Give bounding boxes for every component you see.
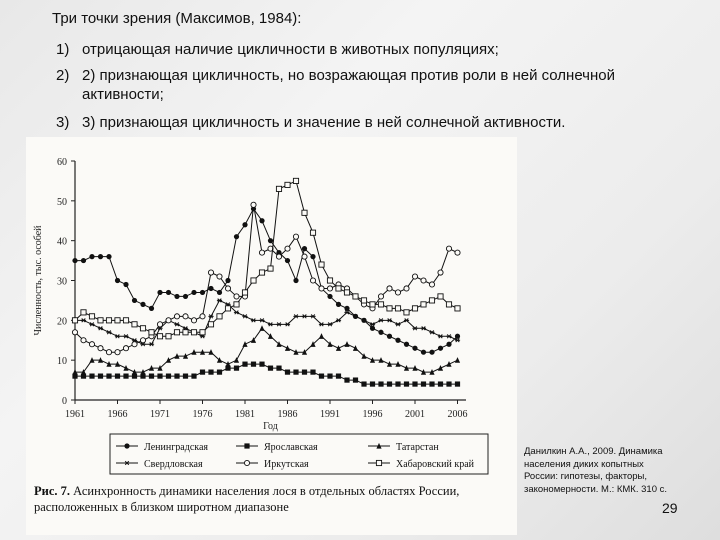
- data-point-series-1: [336, 302, 341, 307]
- data-point-series-2: [378, 381, 383, 386]
- data-point-series-2: [191, 374, 196, 379]
- data-point-series-5: [404, 286, 409, 291]
- data-point-series-4: [387, 319, 392, 323]
- data-point-series-5: [98, 346, 103, 351]
- data-point-series-4: [149, 342, 154, 346]
- data-point-series-1: [412, 346, 417, 351]
- data-point-series-3: [336, 345, 341, 351]
- legend-label: Хабаровский край: [396, 459, 474, 470]
- x-tick-label: 1971: [150, 409, 170, 420]
- data-point-series-2: [310, 370, 315, 375]
- data-point-series-3: [344, 341, 349, 347]
- data-point-series-4: [412, 326, 417, 330]
- data-point-series-2: [276, 366, 281, 371]
- data-point-series-2: [327, 374, 332, 379]
- data-point-series-6: [98, 318, 103, 323]
- data-point-series-2: [412, 381, 417, 386]
- data-point-series-1: [285, 258, 290, 263]
- data-point-series-1: [217, 290, 222, 295]
- series-line-3: [75, 328, 458, 372]
- data-point-series-4: [89, 322, 94, 326]
- data-point-series-6: [404, 310, 409, 315]
- data-point-series-6: [225, 306, 230, 311]
- data-point-series-6: [387, 306, 392, 311]
- data-point-series-1: [123, 282, 128, 287]
- data-point-series-4: [404, 319, 409, 323]
- data-point-series-6: [285, 182, 290, 187]
- y-tick-label: 50: [57, 196, 67, 208]
- data-point-series-5: [438, 270, 443, 275]
- data-point-series-3: [234, 357, 239, 363]
- data-point-series-4: [259, 319, 264, 323]
- data-point-series-2: [370, 381, 375, 386]
- data-point-series-6: [242, 290, 247, 295]
- data-point-series-1: [234, 234, 239, 239]
- data-point-series-2: [361, 381, 366, 386]
- data-point-series-6: [208, 322, 213, 327]
- slide-title: Три точки зрения (Максимов, 1984):: [52, 10, 302, 27]
- point-1: [56, 40, 676, 59]
- data-point-series-2: [302, 370, 307, 375]
- data-point-series-1: [395, 338, 400, 343]
- data-point-series-6: [336, 286, 341, 291]
- data-point-series-2: [106, 374, 111, 379]
- data-point-series-4: [370, 322, 375, 326]
- data-point-series-1: [149, 306, 154, 311]
- data-point-series-1: [302, 246, 307, 251]
- data-point-series-4: [285, 322, 290, 326]
- data-point-series-2: [438, 381, 443, 386]
- y-axis-label: Численность, тыс. особей: [33, 225, 44, 336]
- data-point-series-1: [81, 258, 86, 263]
- data-point-series-2: [293, 370, 298, 375]
- data-point-series-1: [327, 294, 332, 299]
- caption-text: Асинхронность динамики населения лося в отдельных областях России, расположенных в близком широтном диапазоне: [34, 484, 460, 514]
- series-line-1: [75, 209, 458, 352]
- data-point-series-4: [123, 334, 128, 338]
- data-point-series-1: [157, 290, 162, 295]
- data-point-series-5: [429, 282, 434, 287]
- data-point-series-1: [370, 326, 375, 331]
- data-point-series-6: [395, 306, 400, 311]
- data-point-series-2: [429, 381, 434, 386]
- data-point-series-5: [310, 278, 315, 283]
- data-point-series-2: [242, 362, 247, 367]
- x-axis-label: Год: [263, 421, 278, 432]
- data-point-series-2: [455, 381, 460, 386]
- y-tick-label: 30: [57, 276, 67, 288]
- data-point-series-6: [361, 298, 366, 303]
- data-point-series-5: [302, 254, 307, 259]
- data-point-series-5: [412, 274, 417, 279]
- data-point-series-2: [183, 374, 188, 379]
- data-point-series-6: [234, 302, 239, 307]
- y-tick-label: 40: [57, 236, 67, 248]
- data-point-series-1: [174, 294, 179, 299]
- data-point-series-2: [157, 374, 162, 379]
- data-point-series-6: [378, 302, 383, 307]
- data-point-series-4: [268, 322, 273, 326]
- data-point-series-1: [183, 294, 188, 299]
- data-point-series-3: [353, 345, 358, 351]
- data-point-series-2: [166, 374, 171, 379]
- data-point-series-6: [89, 314, 94, 319]
- x-tick-label: 1991: [320, 409, 340, 420]
- x-tick-label: 1986: [277, 409, 298, 420]
- data-point-series-6: [421, 302, 426, 307]
- data-point-series-1: [89, 254, 94, 259]
- legend-marker-2: [244, 443, 249, 448]
- x-tick-label: 1966: [107, 409, 128, 420]
- x-tick-label: 1981: [235, 409, 255, 420]
- data-point-series-2: [234, 366, 239, 371]
- data-point-series-4: [98, 326, 103, 330]
- data-point-series-1: [404, 342, 409, 347]
- data-point-series-2: [387, 381, 392, 386]
- data-point-series-6: [353, 294, 358, 299]
- data-point-series-5: [293, 234, 298, 239]
- data-point-series-1: [140, 302, 145, 307]
- data-point-series-2: [353, 377, 358, 382]
- data-point-series-6: [319, 262, 324, 267]
- data-point-series-5: [276, 254, 281, 259]
- x-tick-label: 2001: [405, 409, 425, 420]
- point-1-text: отрицающая наличие цикличности в животных популяциях;: [82, 41, 499, 58]
- data-point-series-4: [336, 319, 341, 323]
- legend-label: Ярославская: [264, 442, 318, 453]
- data-point-series-6: [157, 334, 162, 339]
- data-point-series-6: [106, 318, 111, 323]
- data-point-series-6: [191, 330, 196, 335]
- data-point-series-2: [395, 381, 400, 386]
- data-point-series-2: [98, 374, 103, 379]
- x-tick-label: 1996: [362, 409, 383, 420]
- data-point-series-6: [293, 178, 298, 183]
- point-3-number: 3): [56, 114, 70, 131]
- data-point-series-4: [242, 315, 247, 319]
- series-line-5: [75, 205, 458, 352]
- data-point-series-1: [106, 254, 111, 259]
- data-point-series-1: [225, 278, 230, 283]
- y-tick-label: 10: [57, 356, 67, 368]
- data-point-series-5: [421, 278, 426, 283]
- data-point-series-5: [81, 338, 86, 343]
- figure-caption: [34, 483, 514, 515]
- data-point-series-4: [421, 326, 426, 330]
- data-point-series-3: [446, 361, 451, 367]
- data-point-series-6: [200, 330, 205, 335]
- caption-label: Рис. 7.: [34, 484, 71, 498]
- data-point-series-1: [455, 334, 460, 339]
- point-3-text: 3) признающая цикличность и значение в ней солнечной активности.: [82, 114, 566, 131]
- data-point-series-3: [225, 361, 230, 367]
- data-point-series-6: [276, 186, 281, 191]
- data-point-series-1: [378, 330, 383, 335]
- data-point-series-4: [429, 330, 434, 334]
- data-point-series-6: [268, 266, 273, 271]
- data-point-series-6: [81, 310, 86, 315]
- data-point-series-1: [310, 254, 315, 259]
- data-point-series-4: [378, 319, 383, 323]
- data-point-series-2: [208, 370, 213, 375]
- data-point-series-4: [446, 334, 451, 338]
- data-point-series-5: [446, 246, 451, 251]
- data-point-series-5: [166, 318, 171, 323]
- data-point-series-5: [183, 314, 188, 319]
- data-point-series-2: [89, 374, 94, 379]
- data-point-series-4: [344, 311, 349, 315]
- data-point-series-6: [72, 318, 77, 323]
- data-point-series-6: [217, 314, 222, 319]
- data-point-series-5: [123, 346, 128, 351]
- data-point-series-5: [200, 314, 205, 319]
- series-line-6: [75, 181, 458, 336]
- data-point-series-2: [115, 374, 120, 379]
- data-point-series-5: [387, 286, 392, 291]
- data-point-series-2: [259, 362, 264, 367]
- data-point-series-5: [140, 338, 145, 343]
- data-point-series-4: [438, 334, 443, 338]
- data-point-series-6: [327, 278, 332, 283]
- data-point-series-2: [336, 374, 341, 379]
- y-tick-label: 20: [57, 316, 67, 328]
- data-point-series-1: [166, 290, 171, 295]
- data-point-series-5: [115, 350, 120, 355]
- data-point-series-5: [217, 274, 222, 279]
- y-tick-label: 0: [62, 396, 67, 407]
- data-point-series-3: [166, 357, 171, 363]
- legend-marker-1: [124, 443, 129, 448]
- data-point-series-6: [183, 330, 188, 335]
- data-point-series-2: [200, 370, 205, 375]
- data-point-series-1: [293, 278, 298, 283]
- data-point-series-3: [285, 345, 290, 351]
- data-point-series-1: [72, 258, 77, 263]
- data-point-series-5: [89, 342, 94, 347]
- data-point-series-1: [259, 218, 264, 223]
- data-point-series-4: [251, 319, 256, 323]
- data-point-series-5: [132, 342, 137, 347]
- data-point-series-3: [123, 365, 128, 371]
- data-point-series-2: [217, 370, 222, 375]
- data-point-series-5: [319, 286, 324, 291]
- data-point-series-1: [344, 306, 349, 311]
- data-point-series-4: [115, 334, 120, 338]
- point-2-number: 2): [56, 67, 70, 84]
- point-1-number: 1): [56, 41, 70, 58]
- legend-label: Татарстан: [396, 442, 439, 453]
- data-point-series-4: [234, 311, 239, 315]
- data-point-series-3: [319, 333, 324, 339]
- data-point-series-6: [132, 322, 137, 327]
- data-point-series-1: [446, 342, 451, 347]
- data-point-series-5: [285, 246, 290, 251]
- data-point-series-2: [404, 381, 409, 386]
- data-point-series-1: [387, 334, 392, 339]
- data-point-series-6: [310, 230, 315, 235]
- data-point-series-6: [455, 306, 460, 311]
- x-tick-label: 1976: [192, 409, 213, 420]
- data-point-series-6: [370, 302, 375, 307]
- data-point-series-2: [285, 370, 290, 375]
- data-point-series-1: [98, 254, 103, 259]
- y-tick-label: 60: [57, 157, 67, 168]
- data-point-series-2: [251, 362, 256, 367]
- data-point-series-4: [276, 322, 281, 326]
- data-point-series-6: [251, 278, 256, 283]
- point-3: [56, 113, 676, 132]
- data-point-series-6: [123, 318, 128, 323]
- data-point-series-6: [149, 330, 154, 335]
- data-point-series-3: [259, 325, 264, 331]
- data-point-series-4: [174, 322, 179, 326]
- data-point-series-5: [208, 270, 213, 275]
- data-point-series-1: [242, 222, 247, 227]
- data-point-series-6: [259, 270, 264, 275]
- data-point-series-5: [259, 250, 264, 255]
- data-point-series-4: [310, 315, 315, 319]
- data-point-series-4: [319, 322, 324, 326]
- citation: Данилкин А.А., 2009. Динамика населения диких копытных России: гипотезы, факторы, закономерности. М.: КМК. 310 с.: [524, 446, 668, 495]
- legend-marker-5: [244, 460, 249, 465]
- data-point-series-6: [412, 306, 417, 311]
- data-point-series-4: [395, 322, 400, 326]
- data-point-series-6: [302, 210, 307, 215]
- data-point-series-4: [81, 319, 86, 323]
- data-point-series-1: [268, 238, 273, 243]
- data-point-series-2: [344, 377, 349, 382]
- data-point-series-6: [429, 298, 434, 303]
- x-tick-label: 1961: [65, 409, 85, 420]
- legend-marker-6: [376, 460, 381, 465]
- data-point-series-4: [106, 330, 111, 334]
- data-point-series-4: [455, 338, 460, 342]
- data-point-series-5: [174, 314, 179, 319]
- data-point-series-5: [251, 202, 256, 207]
- data-point-series-6: [174, 330, 179, 335]
- data-point-series-6: [344, 290, 349, 295]
- data-point-series-4: [302, 315, 307, 319]
- point-2: [56, 66, 676, 104]
- page-number: 29: [662, 500, 678, 516]
- data-point-series-3: [455, 357, 460, 363]
- data-point-series-3: [438, 365, 443, 371]
- data-point-series-2: [149, 374, 154, 379]
- data-point-series-4: [217, 299, 222, 303]
- data-point-series-2: [123, 374, 128, 379]
- data-point-series-6: [140, 326, 145, 331]
- data-point-series-1: [429, 350, 434, 355]
- data-point-series-1: [421, 350, 426, 355]
- data-point-series-3: [242, 341, 247, 347]
- data-point-series-2: [174, 374, 179, 379]
- legend-marker-4: [124, 461, 129, 465]
- data-point-series-5: [191, 318, 196, 323]
- data-point-series-1: [191, 290, 196, 295]
- data-point-series-6: [446, 302, 451, 307]
- data-point-series-2: [446, 381, 451, 386]
- data-point-series-1: [200, 290, 205, 295]
- data-point-series-5: [157, 322, 162, 327]
- data-point-series-4: [293, 315, 298, 319]
- data-point-series-2: [421, 381, 426, 386]
- data-point-series-5: [106, 350, 111, 355]
- data-point-series-1: [132, 298, 137, 303]
- data-point-series-4: [208, 315, 213, 319]
- scanned-figure: [26, 137, 517, 535]
- data-point-series-5: [327, 286, 332, 291]
- data-point-series-1: [115, 278, 120, 283]
- data-point-series-2: [268, 366, 273, 371]
- data-point-series-5: [455, 250, 460, 255]
- data-point-series-4: [327, 322, 332, 326]
- data-point-series-1: [208, 286, 213, 291]
- data-point-series-1: [438, 346, 443, 351]
- data-point-series-6: [166, 334, 171, 339]
- data-point-series-6: [438, 294, 443, 299]
- data-point-series-5: [72, 330, 77, 335]
- legend-label: Ленинградская: [144, 442, 209, 453]
- data-point-series-5: [234, 294, 239, 299]
- point-2-text: 2) признающая цикличность, но возражающая против роли в ней солнечной активности;: [82, 67, 616, 103]
- x-tick-label: 2006: [447, 409, 468, 420]
- population-chart: [26, 137, 517, 535]
- legend-label: Свердловская: [144, 459, 203, 470]
- data-point-series-5: [395, 290, 400, 295]
- data-point-series-6: [115, 318, 120, 323]
- legend-label: Иркутская: [264, 459, 309, 470]
- data-point-series-2: [319, 374, 324, 379]
- data-point-series-5: [378, 294, 383, 299]
- data-point-series-5: [225, 286, 230, 291]
